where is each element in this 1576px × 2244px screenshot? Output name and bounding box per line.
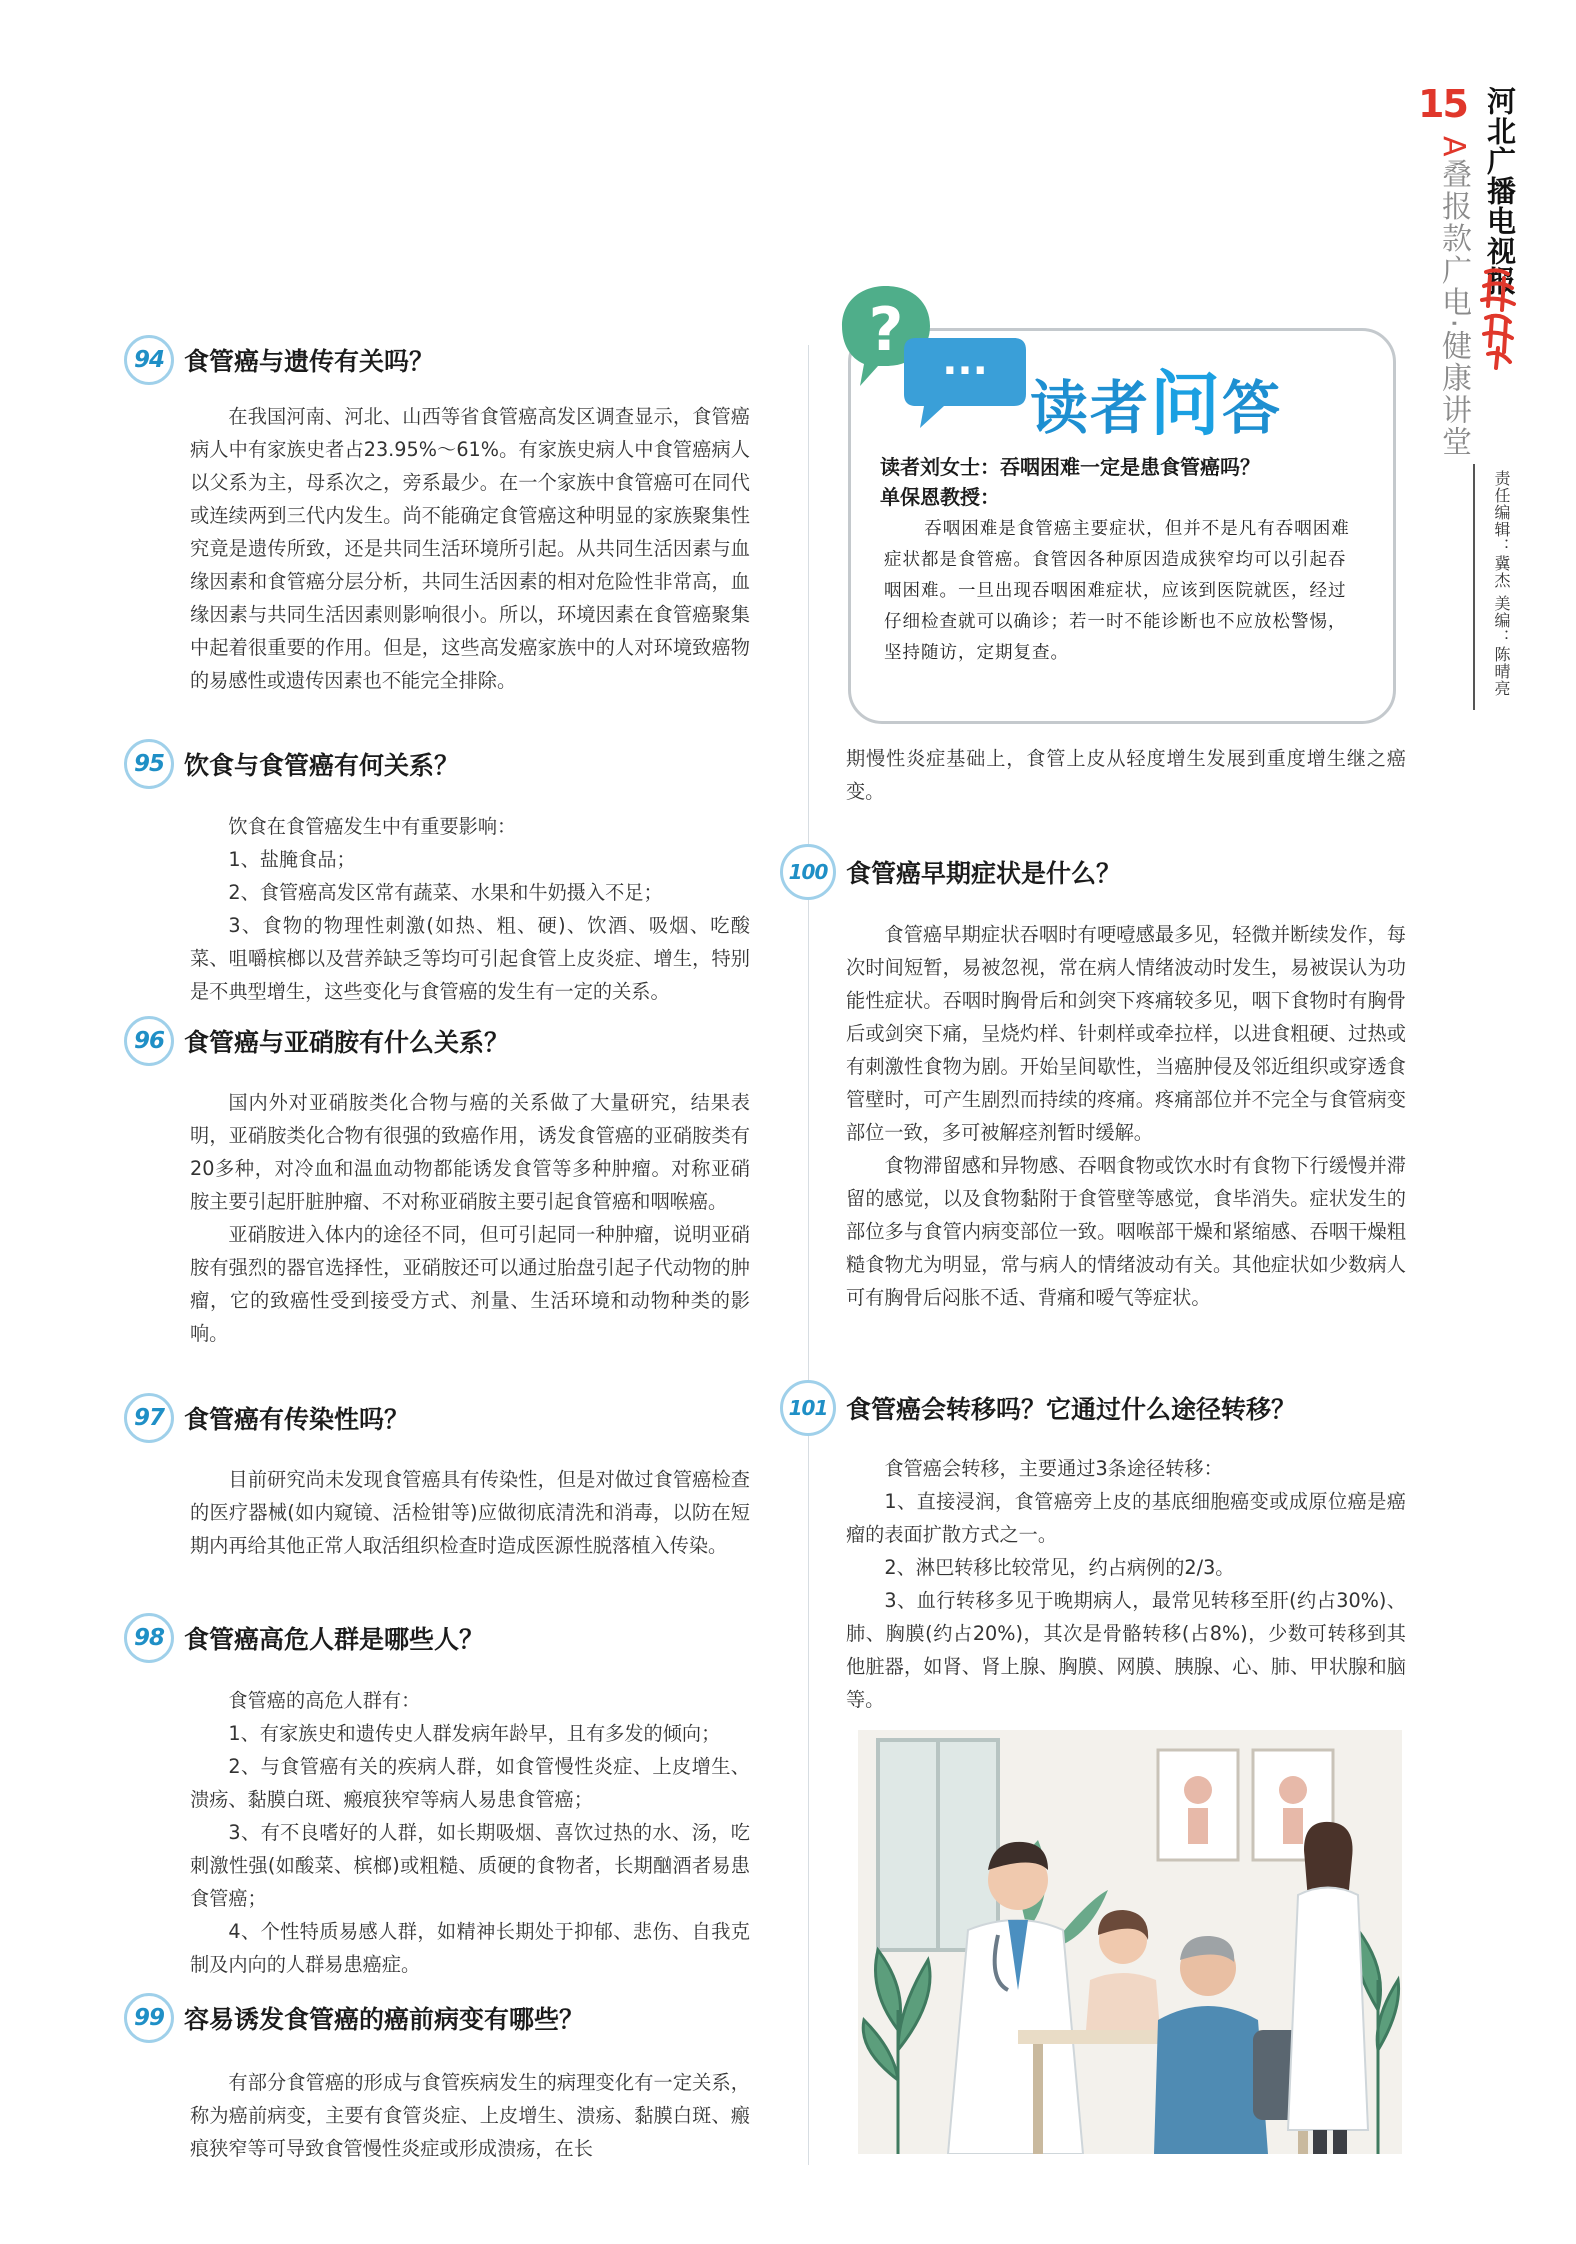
list-item: 1、有家族史和遗传史人群发病年龄早，且有多发的倾向； xyxy=(228,1722,721,1745)
question-number-badge: 98 xyxy=(124,1613,174,1663)
question-101-body xyxy=(846,1452,1406,1716)
left-column xyxy=(124,320,754,2210)
question-number-badge: 95 xyxy=(124,739,174,789)
paragraph: 有部分食管癌的形成与食管疾病发生的病理变化有一定关系，称为癌前病变，主要有食管炎症、上皮增生、溃疡、黏膜白斑、瘢痕狭窄等可导致食管慢性炎症或形成溃疡，在长 xyxy=(190,2071,750,2160)
paragraph: 食物滞留感和异物感、吞咽食物或饮水时有食物下行缓慢并滞留的感觉，以及食物黏附于食管壁等感觉，食毕消失。症状发生的部位多与食管内病变部位一致。咽喉部干燥和紧缩感、吞咽干燥粗糙食物尤为明显，常与病人的情绪波动有关。其他症状如少数病人可有胸骨后闷胀不适、背痛和嗳气等症状。 xyxy=(846,1154,1406,1309)
list-item: 1、直接浸润，食管癌旁上皮的基底细胞癌变或成原位癌是癌瘤的表面扩散方式之一。 xyxy=(846,1490,1406,1546)
section-title xyxy=(1431,136,1475,458)
question-99-body xyxy=(190,2066,750,2165)
question-number-badge: 100 xyxy=(780,844,836,900)
question-title: 容易诱发食管癌的癌前病变有哪些？ xyxy=(184,2005,585,2034)
list-item: 3、血行转移多见于晚期病人，最常见转移至肝(约占30%)、肺、胸膜(约占20%)，其次是骨骼转移(占8%)，少数可转移到其他脏器，如肾、肾上腺、胸膜、网膜、胰腺、心、肺、甲状腺和脑等。 xyxy=(846,1589,1406,1711)
paragraph: 目前研究尚未发现食管癌具有传染性，但是对做过食管癌检查的医疗器械(如内窥镜、活检钳等)应做彻底清洗和消毒，以防在短期内再给其他正常人取活组织检查时造成医源性脱落植入传染。 xyxy=(190,1468,750,1557)
question-95-body xyxy=(190,810,750,1008)
question-number-badge: 99 xyxy=(124,1993,174,2043)
question-number-badge: 101 xyxy=(780,1380,836,1436)
paragraph: 饮食在食管癌发生中有重要影响： xyxy=(228,815,517,838)
doctor-consultation-illustration xyxy=(858,1730,1402,2154)
expert-name: 单保恩教授： xyxy=(880,485,1000,509)
question-96-body xyxy=(190,1086,750,1350)
question-97-body xyxy=(190,1463,750,1562)
question-97-heading xyxy=(124,1388,409,1448)
list-item: 2、食管癌高发区常有蔬菜、水果和牛奶摄入不足； xyxy=(228,881,663,904)
question-101-heading xyxy=(780,1378,1296,1438)
title-da: 答 xyxy=(1222,374,1283,442)
question-100-body xyxy=(846,918,1406,1314)
question-94-heading xyxy=(124,330,434,390)
paragraph: 食管癌会转移，主要通过3条途径转移： xyxy=(884,1457,1223,1480)
question-title: 食管癌与亚硝胺有什么关系？ xyxy=(184,1028,510,1057)
paragraph: 在我国河南、河北、山西等省食管癌高发区调查显示，食管癌病人中有家族史者占23.95%～61%。有家族史病人中食管癌病人以父系为主，母系次之，旁系最少。在一个家族中食管癌可在同代或连续两到三代内发生。尚不能确定食管癌这种明显的家族聚集性究竟是遗传所致，还是共同生活环境所引起。从共同生活因素与血缘因素和食管癌分层分析，共同生活因素的相对危险性非常高，血缘因素与共同生活因素则影响很小。所以，环境因素在食管癌聚集中起着很重要的作用。但是，这些高发癌家族中的人对环境致癌物的易感性或遗传因素也不能完全排除。 xyxy=(190,405,750,692)
paragraph: 期慢性炎症基础上，食管上皮从轻度增生发展到重度增生继之癌变。 xyxy=(846,747,1406,803)
typing-dots: ··· xyxy=(942,348,988,394)
page-number: 15 xyxy=(1418,82,1467,126)
question-96-heading xyxy=(124,1011,509,1071)
reader-question: 读者刘女士：吞咽困难一定是患食管癌吗？ xyxy=(880,455,1260,479)
question-98-body xyxy=(190,1684,750,1981)
question-title: 食管癌会转移吗？它通过什么途径转移？ xyxy=(846,1395,1297,1424)
question-title: 食管癌高危人群是哪些人？ xyxy=(184,1625,485,1654)
question-number-badge: 96 xyxy=(124,1016,174,1066)
section-letter: A xyxy=(1436,136,1471,159)
question-title: 食管癌早期症状是什么？ xyxy=(846,859,1122,888)
question-mark: ? xyxy=(868,295,904,365)
reader-question-block xyxy=(880,452,1260,512)
question-95-heading xyxy=(124,734,459,794)
question-99-heading xyxy=(124,1988,584,2048)
list-item: 2、与食管癌有关的疾病人群，如食管慢性炎症、上皮增生、溃疡、黏膜白斑、瘢痕狭窄等病人易患食管癌； xyxy=(190,1755,750,1811)
list-item: 4、个性特质易感人群，如精神长期处于抑郁、悲伤、自我克制及内向的人群易患癌症。 xyxy=(190,1920,750,1976)
chat-bubble-icon xyxy=(900,332,1030,432)
paragraph: 食管癌的高危人群有： xyxy=(228,1689,421,1712)
section-name: 叠报款广电·健康讲堂 xyxy=(1436,158,1471,459)
editor-credit: 责任编辑：冀杰 美编：陈晴亮 xyxy=(1492,470,1511,698)
list-item: 3、有不良嗜好的人群，如长期吸烟、喜饮过热的水、汤，吃刺激性强(如酸菜、槟榔)或粗糙、质硬的食物者，长期酗酒者易患食管癌； xyxy=(190,1821,750,1910)
paper-seal-logo xyxy=(1478,266,1518,371)
question-number-badge: 97 xyxy=(124,1393,174,1443)
editor-rule xyxy=(1473,464,1475,710)
question-98-heading xyxy=(124,1608,484,1668)
question-94-body xyxy=(190,400,750,697)
paragraph: 国内外对亚硝胺类化合物与癌的关系做了大量研究，结果表明，亚硝胺类化合物有很强的致癌作用，诱发食管癌的亚硝胺类有20多种，对冷血和温血动物都能诱发食管等多种肿瘤。对称亚硝胺主要引起肝脏肿瘤、不对称亚硝胺主要引起食管癌和咽喉癌。 xyxy=(190,1091,750,1213)
continuation-text xyxy=(846,742,1406,808)
paragraph: 亚硝胺进入体内的途径不同，但可引起同一种肿瘤，说明亚硝胺有强烈的器官选择性，亚硝胺还可以通过胎盘引起子代动物的肿瘤，它的致癌性受到接受方式、剂量、生活环境和动物种类的影响。 xyxy=(190,1223,750,1345)
question-title: 饮食与食管癌有何关系？ xyxy=(184,751,460,780)
list-item: 1、盐腌食品； xyxy=(228,848,356,871)
expert-answer: 吞咽困难是食管癌主要症状，但并不是凡有吞咽困难症状都是食管癌。食管因各种原因造成狭窄均可以引起吞咽困难。一旦出现吞咽困难症状，应该到医院就医，经过仔细检查就可以确诊；若一时不能诊断也不应放松警惕，坚持随访，定期复查。 xyxy=(884,519,1350,663)
paragraph: 食管癌早期症状吞咽时有哽噎感最多见，轻微并断续发作，每次时间短暂，易被忽视，常在病人情绪波动时发生，易被误认为功能性症状。吞咽时胸骨后和剑突下疼痛较多见，咽下食物时有胸骨后或剑突下痛，呈烧灼样、针刺样或牵拉样，以进食粗硬、过热或有刺激性食物为剧。开始呈间歇性，当癌肿侵及邻近组织或穿透食管壁时，可产生剧烈而持续的疼痛。疼痛部位并不完全与食管病变部位一致，多可被解痉剂暂时缓解。 xyxy=(846,923,1406,1144)
list-item: 3、食物的物理性刺激(如热、粗、硬)、饮酒、吸烟、吃酸菜、咀嚼槟榔以及营养缺乏等均可引起食管上皮炎症、增生，特别是不典型增生，这些变化与食管癌的发生有一定的关系。 xyxy=(190,914,750,1003)
question-title: 食管癌与遗传有关吗？ xyxy=(184,347,435,376)
question-number-badge: 94 xyxy=(124,335,174,385)
title-wen: 问 xyxy=(1150,363,1223,445)
question-title: 食管癌有传染性吗？ xyxy=(184,1405,410,1434)
paper-name: 河北广播电视报 xyxy=(1483,86,1517,296)
question-100-heading xyxy=(780,842,1121,902)
title-prefix: 读者 xyxy=(1030,374,1151,442)
list-item: 2、淋巴转移比较常见，约占病例的2/3。 xyxy=(884,1556,1235,1579)
reader-qa-title xyxy=(1030,348,1282,449)
